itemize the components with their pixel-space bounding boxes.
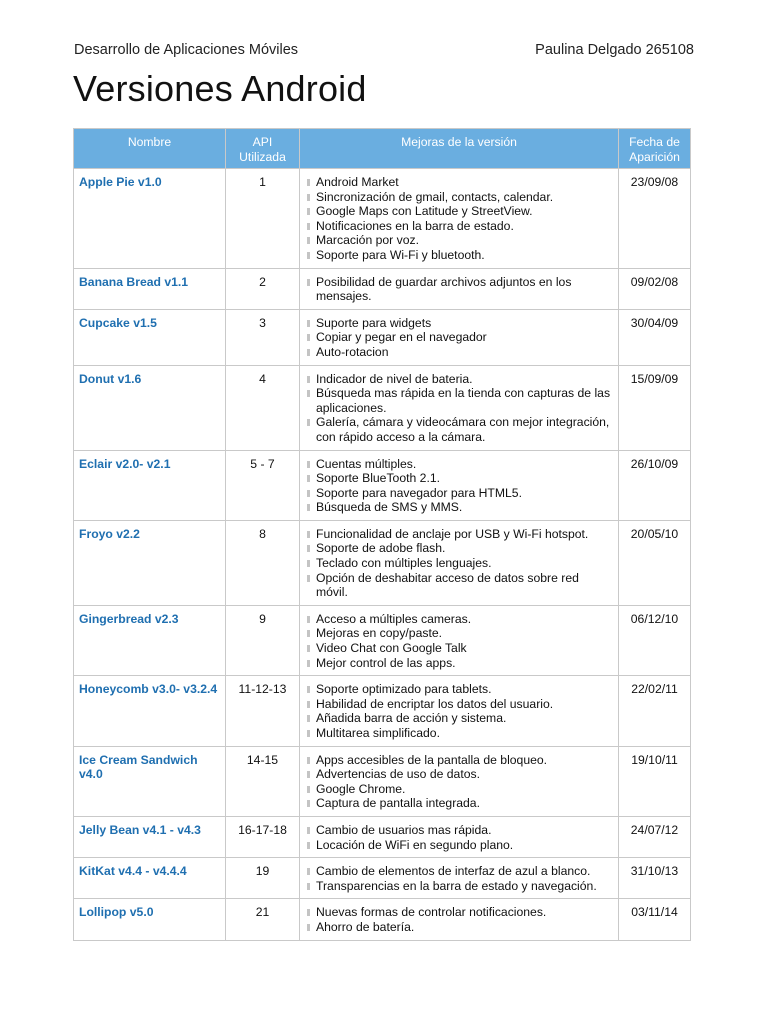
api-level: 21 bbox=[226, 899, 300, 940]
feature-item: Soporte para Wi-Fi y bluetooth. bbox=[305, 248, 613, 263]
table-row bbox=[74, 309, 691, 365]
feature-item: Cuentas múltiples. bbox=[305, 457, 613, 472]
features-list bbox=[305, 682, 613, 740]
features-list bbox=[305, 905, 613, 934]
versions-table bbox=[73, 128, 691, 941]
feature-item: Apps accesibles de la pantalla de bloqueo. bbox=[305, 753, 613, 768]
table-header-row bbox=[74, 129, 691, 169]
release-date: 20/05/10 bbox=[619, 520, 691, 605]
feature-item: Soporte de adobe flash. bbox=[305, 541, 613, 556]
table-row bbox=[74, 816, 691, 857]
api-level: 5 - 7 bbox=[226, 450, 300, 520]
course-name: Desarrollo de Aplicaciones Móviles bbox=[74, 42, 299, 58]
release-date: 30/04/09 bbox=[619, 309, 691, 365]
feature-item: Locación de WiFi en segundo plano. bbox=[305, 838, 613, 853]
feature-item: Teclado con múltiples lenguajes. bbox=[305, 556, 613, 571]
features-list bbox=[305, 457, 613, 515]
release-date: 24/07/12 bbox=[619, 816, 691, 857]
api-level: 16-17-18 bbox=[226, 816, 300, 857]
release-date: 09/02/08 bbox=[619, 268, 691, 309]
release-date: 15/09/09 bbox=[619, 365, 691, 450]
table-row bbox=[74, 899, 691, 940]
feature-item: Ahorro de batería. bbox=[305, 920, 613, 935]
column-header-name: Nombre bbox=[74, 129, 226, 169]
api-level: 3 bbox=[226, 309, 300, 365]
table-row bbox=[74, 365, 691, 450]
table-row bbox=[74, 605, 691, 675]
features-cell bbox=[300, 746, 619, 816]
release-date: 19/10/11 bbox=[619, 746, 691, 816]
api-level: 1 bbox=[226, 169, 300, 269]
table-body bbox=[74, 169, 691, 941]
feature-item: Notificaciones en la barra de estado. bbox=[305, 219, 613, 234]
feature-item: Galería, cámara y videocámara con mejor integración, con rápido acceso a la cámara. bbox=[305, 415, 613, 444]
feature-item: Búsqueda de SMS y MMS. bbox=[305, 500, 613, 515]
features-list bbox=[305, 527, 613, 600]
version-name: KitKat v4.4 - v4.4.4 bbox=[74, 858, 226, 899]
author-name: Paulina Delgado 265108 bbox=[535, 42, 694, 58]
features-cell bbox=[300, 309, 619, 365]
table-row bbox=[74, 520, 691, 605]
feature-item: Marcación por voz. bbox=[305, 233, 613, 248]
column-header-features: Mejoras de la versión bbox=[300, 129, 619, 169]
feature-item: Sincronización de gmail, contacts, calendar. bbox=[305, 190, 613, 205]
feature-item: Soporte optimizado para tablets. bbox=[305, 682, 613, 697]
feature-item: Soporte BlueTooth 2.1. bbox=[305, 471, 613, 486]
feature-item: Funcionalidad de anclaje por USB y Wi-Fi hotspot. bbox=[305, 527, 613, 542]
table-row bbox=[74, 169, 691, 269]
feature-item: Android Market bbox=[305, 175, 613, 190]
version-name: Honeycomb v3.0- v3.2.4 bbox=[74, 676, 226, 746]
page-title: Versiones Android bbox=[73, 68, 367, 109]
version-name: Jelly Bean v4.1 - v4.3 bbox=[74, 816, 226, 857]
features-cell bbox=[300, 899, 619, 940]
features-cell bbox=[300, 816, 619, 857]
features-list bbox=[305, 316, 613, 360]
version-name: Apple Pie v1.0 bbox=[74, 169, 226, 269]
feature-item: Posibilidad de guardar archivos adjuntos en los mensajes. bbox=[305, 275, 613, 304]
version-name: Lollipop v5.0 bbox=[74, 899, 226, 940]
api-level: 2 bbox=[226, 268, 300, 309]
table-row bbox=[74, 450, 691, 520]
column-header-date: Fecha de Aparición bbox=[619, 129, 691, 169]
feature-item: Captura de pantalla integrada. bbox=[305, 796, 613, 811]
api-level: 19 bbox=[226, 858, 300, 899]
features-list bbox=[305, 175, 613, 263]
feature-item: Copiar y pegar en el navegador bbox=[305, 330, 613, 345]
release-date: 26/10/09 bbox=[619, 450, 691, 520]
feature-item: Mejor control de las apps. bbox=[305, 656, 613, 671]
features-cell bbox=[300, 676, 619, 746]
version-name: Cupcake v1.5 bbox=[74, 309, 226, 365]
feature-item: Google Maps con Latitude y StreetView. bbox=[305, 204, 613, 219]
feature-item: Suporte para widgets bbox=[305, 316, 613, 331]
features-cell bbox=[300, 365, 619, 450]
table-row bbox=[74, 676, 691, 746]
feature-item: Soporte para navegador para HTML5. bbox=[305, 486, 613, 501]
api-level: 8 bbox=[226, 520, 300, 605]
version-name: Donut v1.6 bbox=[74, 365, 226, 450]
release-date: 22/02/11 bbox=[619, 676, 691, 746]
feature-item: Acceso a múltiples cameras. bbox=[305, 612, 613, 627]
feature-item: Cambio de usuarios mas rápida. bbox=[305, 823, 613, 838]
features-list bbox=[305, 753, 613, 811]
features-list bbox=[305, 612, 613, 670]
version-name: Gingerbread v2.3 bbox=[74, 605, 226, 675]
features-list bbox=[305, 372, 613, 445]
release-date: 06/12/10 bbox=[619, 605, 691, 675]
feature-item: Auto-rotacion bbox=[305, 345, 613, 360]
feature-item: Transparencias en la barra de estado y navegación. bbox=[305, 879, 613, 894]
features-list bbox=[305, 864, 613, 893]
feature-item: Multitarea simplificado. bbox=[305, 726, 613, 741]
features-cell bbox=[300, 605, 619, 675]
feature-item: Nuevas formas de controlar notificaciones. bbox=[305, 905, 613, 920]
table-row bbox=[74, 746, 691, 816]
version-name: Froyo v2.2 bbox=[74, 520, 226, 605]
version-name: Banana Bread v1.1 bbox=[74, 268, 226, 309]
version-name: Ice Cream Sandwich v4.0 bbox=[74, 746, 226, 816]
feature-item: Habilidad de encriptar los datos del usuario. bbox=[305, 697, 613, 712]
feature-item: Búsqueda mas rápida en la tienda con capturas de las aplicaciones. bbox=[305, 386, 613, 415]
feature-item: Google Chrome. bbox=[305, 782, 613, 797]
column-header-api: API Utilizada bbox=[226, 129, 300, 169]
feature-item: Mejoras en copy/paste. bbox=[305, 626, 613, 641]
feature-item: Advertencias de uso de datos. bbox=[305, 767, 613, 782]
api-level: 9 bbox=[226, 605, 300, 675]
table-row bbox=[74, 858, 691, 899]
table-row bbox=[74, 268, 691, 309]
features-cell bbox=[300, 268, 619, 309]
page-header bbox=[74, 42, 694, 58]
api-level: 14-15 bbox=[226, 746, 300, 816]
release-date: 03/11/14 bbox=[619, 899, 691, 940]
feature-item: Añadida barra de acción y sistema. bbox=[305, 711, 613, 726]
release-date: 31/10/13 bbox=[619, 858, 691, 899]
api-level: 11-12-13 bbox=[226, 676, 300, 746]
api-level: 4 bbox=[226, 365, 300, 450]
release-date: 23/09/08 bbox=[619, 169, 691, 269]
features-cell bbox=[300, 520, 619, 605]
features-list bbox=[305, 823, 613, 852]
version-name: Eclair v2.0- v2.1 bbox=[74, 450, 226, 520]
features-cell bbox=[300, 858, 619, 899]
feature-item: Indicador de nivel de bateria. bbox=[305, 372, 613, 387]
feature-item: Video Chat con Google Talk bbox=[305, 641, 613, 656]
features-cell bbox=[300, 169, 619, 269]
features-list bbox=[305, 275, 613, 304]
feature-item: Opción de deshabitar acceso de datos sobre red móvil. bbox=[305, 571, 613, 600]
feature-item: Cambio de elementos de interfaz de azul a blanco. bbox=[305, 864, 613, 879]
features-cell bbox=[300, 450, 619, 520]
